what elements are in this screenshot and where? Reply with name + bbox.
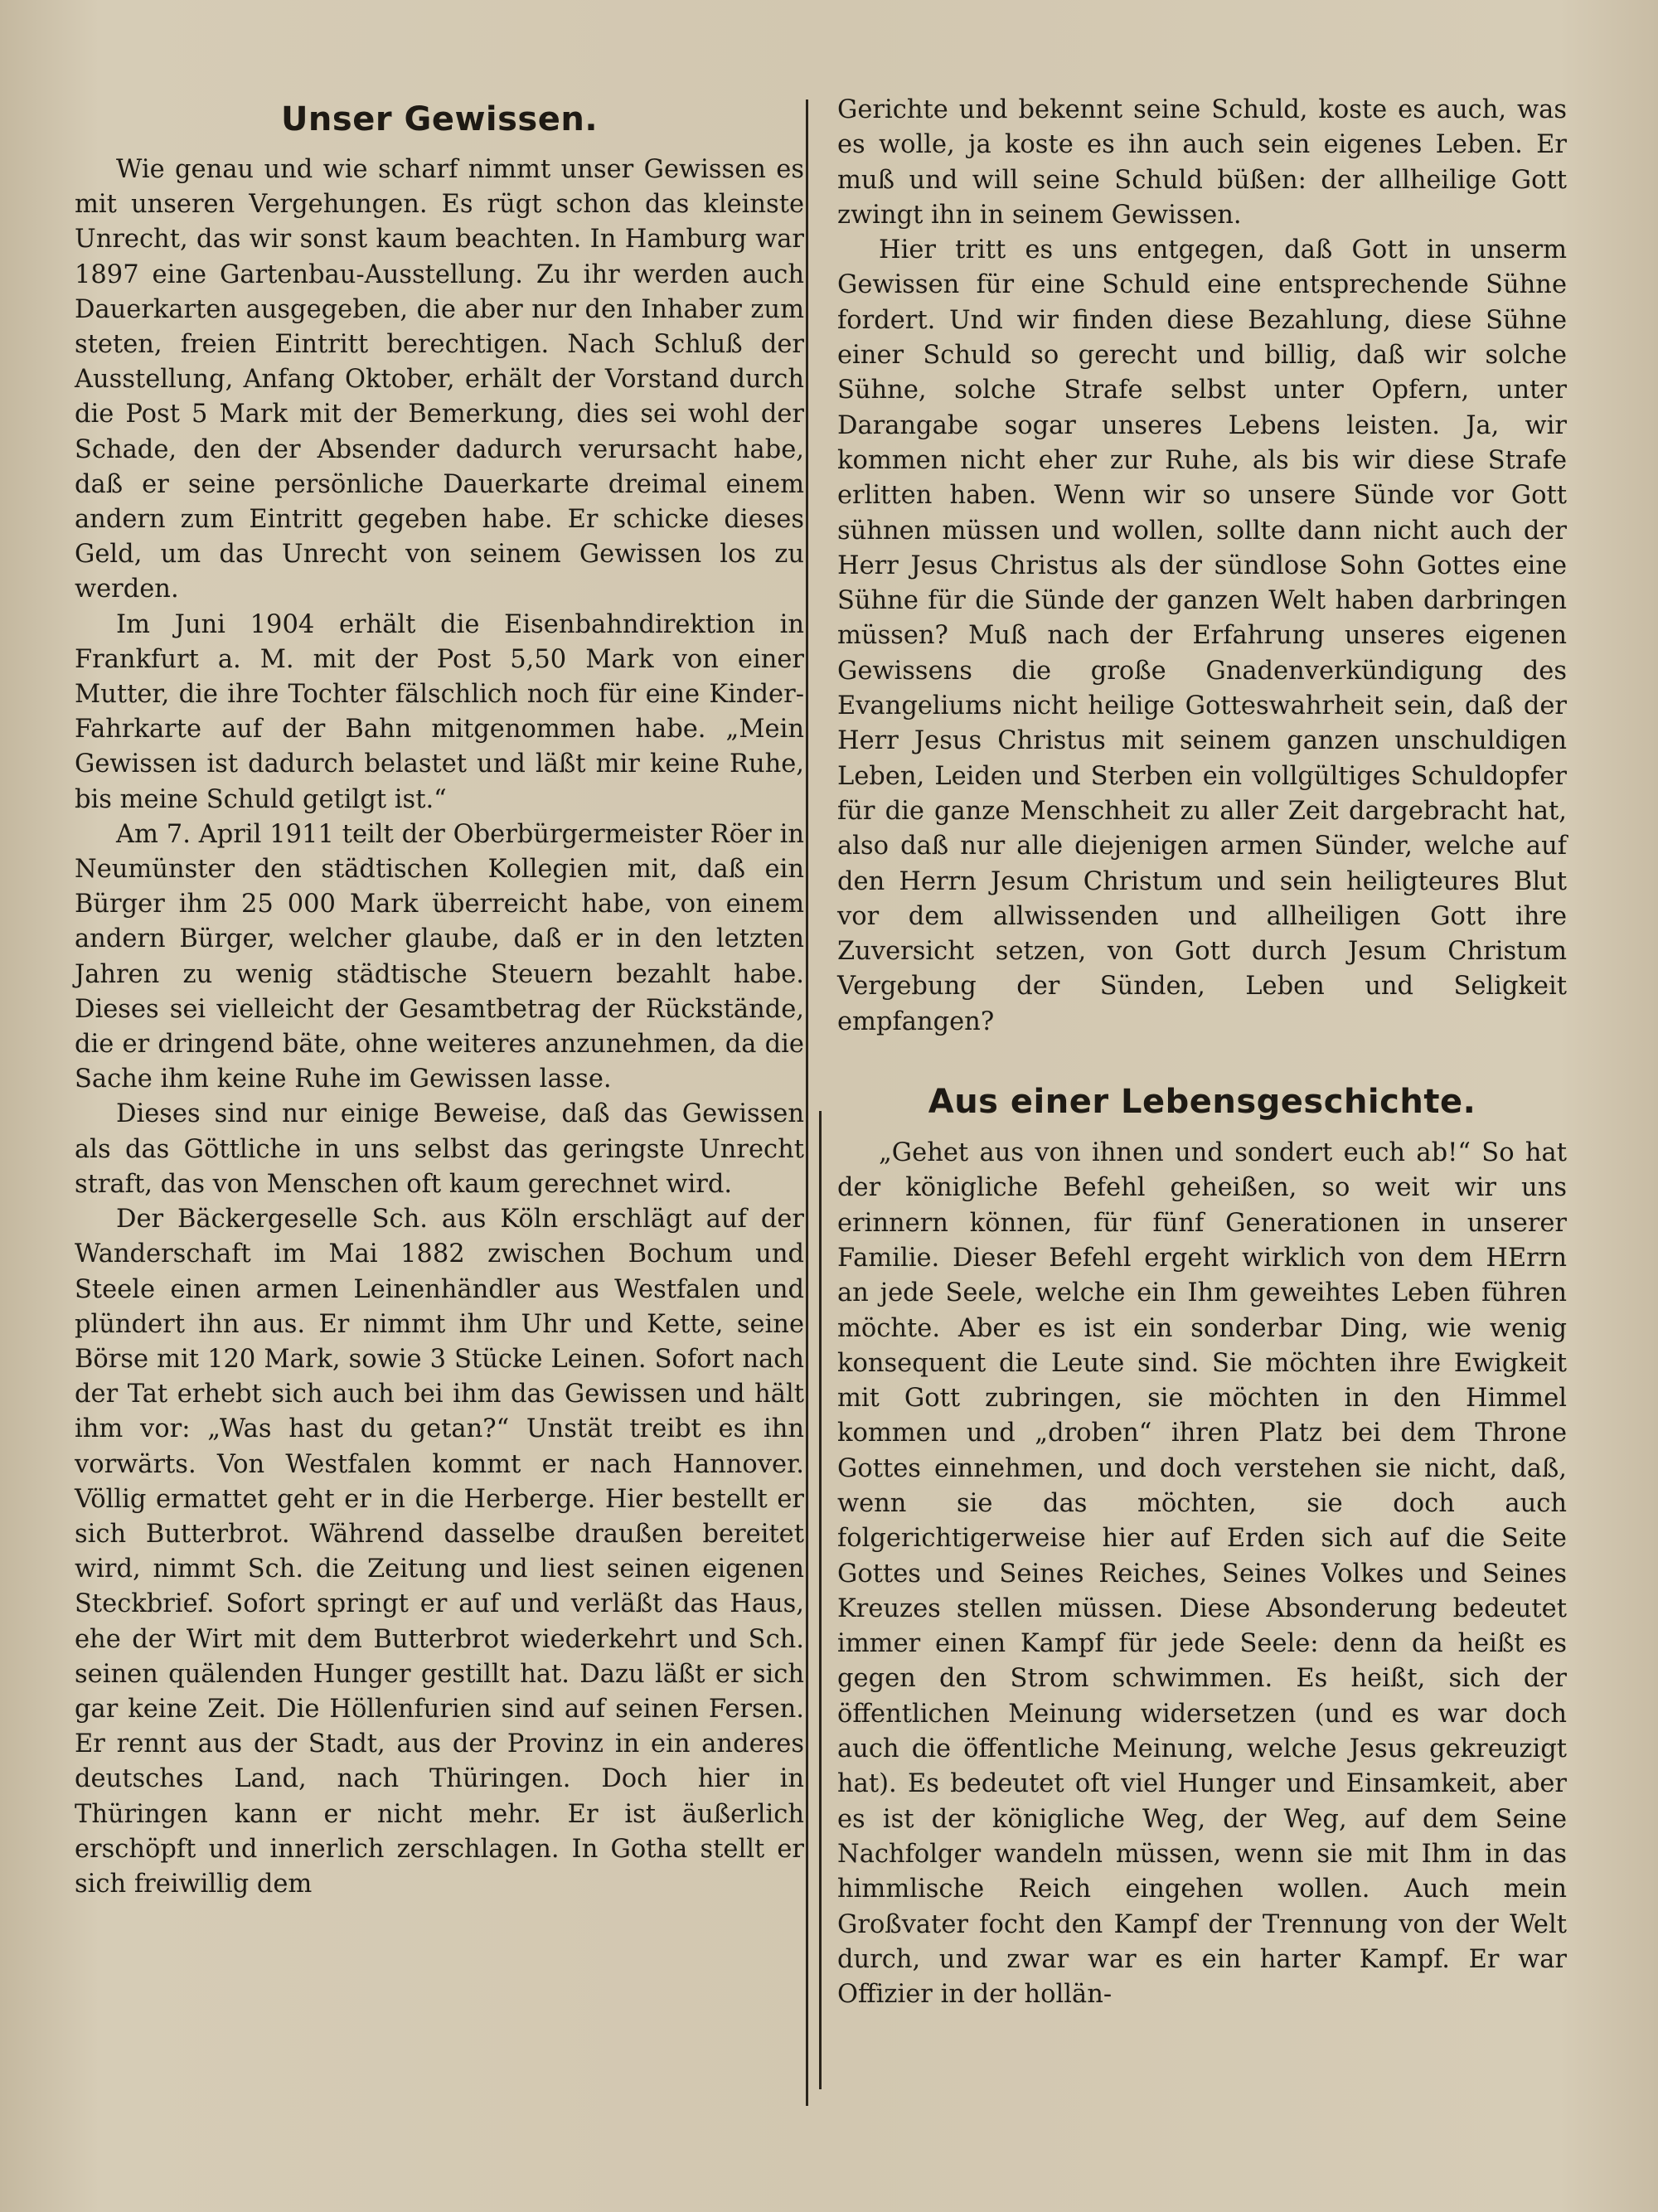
article-paragraph: Hier tritt es uns entgegen, daß Gott in unserm Gewissen für eine Schuld eine entsprechende Sühne fordert. Und wir finden diese Bezahlung, diese Sühne einer Schuld so gerecht und billig, daß wir solche Sühne, solche Strafe selbst unter Opfern, unter Darangabe sogar unseres Lebens leisten. Ja, wir kommen nicht eher zur Ruhe, als bis wir diese Strafe erlitten haben. Wenn wir so unsere Sünde vor Gott sühnen müssen und wollen, sollte dann nicht auch der Herr Jesus Christus als der sündlose Sohn Gottes eine Sühne für die Sünde der ganzen Welt haben darbringen müssen? Muß nach der Erfahrung unseres eigenen Gewissens die große Gnadenverkündigung des Evangeliums nicht heilige Gotteswahrheit sein, daß der Herr Jesus Christus mit seinem ganzen unschuldigen Leben, Leiden und Sterben ein vollgültiges Schuldopfer für die ganze Menschheit zu aller Zeit dargebracht hat, also daß nur alle diejenigen armen Sünder, welche auf den Herrn Jesum Christum und sein heiligteures Blut vor dem allwissenden und allheiligen Gott ihre Zuversicht setzen, von Gott durch Jesum Christum Vergebung der Sünden, Leben und Seligkeit empfangen? (837, 235, 1567, 1036)
article-title-lebensgeschichte: Aus einer Lebensgeschichte. (928, 1083, 1476, 1122)
article-paragraph: Am 7. April 1911 teilt der Oberbürgermeister Röer in Neumünster den städtischen Kollegien mit, daß ein Bürger ihm 25 000 Mark überreicht habe, von einem andern Bürger, welcher glaube, daß er in den letzten Jahren zu wenig städtische Steuern bezahlt habe. Dieses sei vielleicht der Gesamtbetrag der Rückstände, die er dringend bäte, ohne weiteres anzunehmen, da die Sache ihm keine Ruhe im Gewissen lasse. (75, 819, 804, 1094)
right-column (837, 93, 1567, 2012)
article-paragraph: Wie genau und wie scharf nimmt unser Gewissen es mit unseren Vergehungen. Es rügt schon das kleinste Unrecht, das wir sonst kaum beachten. In Hamburg war 1897 eine Gartenbau-Ausstellung. Zu ihr werden auch Dauerkarten ausgegeben, die aber nur den Inhaber zum steten, freien Eintritt berechtigen. Nach Schluß der Ausstellung, Anfang Oktober, erhält der Vorstand durch die Post 5 Mark mit der Bemerkung, dies sei wohl der Schade, den der Absender dadurch verursacht habe, daß er seine persönliche Dauerkarte dreimal einem andern zum Eintritt gegeben habe. Er schicke dieses Geld, um das Unrecht von seinem Gewissen los zu werden. (75, 155, 804, 604)
left-column (75, 90, 804, 1902)
article-paragraph: Im Juni 1904 erhält die Eisenbahndirektion in Frankfurt a. M. mit der Post 5,50 Mark von einer Mutter, die ihre Tochter fälschlich noch für eine Kinder-Fahrkarte auf der Bahn mitgenommen habe. „Mein Gewissen ist dadurch belastet und läßt mir keine Ruhe, bis meine Schuld getilgt ist.“ (75, 609, 804, 814)
article-title-unser-gewissen: Unser Gewissen. (280, 100, 599, 138)
column-divider-lower (819, 1111, 822, 2089)
article-paragraph: „Gehet aus von ihnen und sondert euch ab!“ So hat der königliche Befehl geheißen, so weit wir uns erinnern können, für fünf Generationen in unserer Familie. Dieser Befehl ergeht wirklich von dem HErrn an jede Seele, welche ein Ihm geweihtes Leben führen möchte. Aber es ist ein sonderbar Ding, wie wenig konsequent die Leute sind. Sie möchten ihre Ewigkeit mit Gott zubringen, sie möchten in den Himmel kommen und „droben“ ihren Platz bei dem Throne Gottes einnehmen, und doch verstehen sie nicht, daß, wenn sie das möchten, sie doch auch folgerichtigerweise hier auf Erden sich auf die Seite Gottes und Seines Reiches, Seines Volkes und Seines Kreuzes stellen müssen. Diese Absonderung bedeutet immer einen Kampf für jede Seele: denn da heißt es gegen den Strom schwimmen. Es heißt, sich der öffentlichen Meinung widersetzen (und es war doch auch die öffentliche Meinung, welche Jesus gekreuzigt hat). Es bedeutet oft viel Hunger und Einsamkeit, aber es ist der königliche Weg, der Weg, auf dem Seine Nachfolger wandeln müssen, wenn sie mit Ihm in das himmlische Reich eingehen wollen. Auch mein Großvater focht den Kampf der Trennung von der Welt durch, und zwar war es ein harter Kampf. Er war Offizier in der hollän- (837, 1138, 1567, 2010)
article-paragraph: Der Bäckergeselle Sch. aus Köln erschlägt auf der Wanderschaft im Mai 1882 zwischen Bochum und Steele einen armen Leinenhändler aus Westfalen und plündert ihn aus. Er nimmt ihm Uhr und Kette, seine Börse mit 120 Mark, sowie 3 Stücke Leinen. Sofort nach der Tat erhebt sich auch bei ihm das Gewissen und hält ihm vor: „Was hast du getan?“ Unstät treibt es ihn vorwärts. Von Westfalen kommt er nach Hannover. Völlig ermattet geht er in die Herberge. Hier bestellt er sich Butterbrot. Während dasselbe draußen bereitet wird, nimmt Sch. die Zeitung und liest seinen eigenen Steckbrief. Sofort springt er auf und verläßt das Haus, ehe der Wirt mit dem Butterbrot wiederkehrt und Sch. seinen quälenden Hunger gestillt hat. Dazu läßt er sich gar keine Zeit. Die Höllenfurien sind auf seinen Fersen. Er rennt aus der Stadt, aus der Provinz in ein anderes deutsches Land, nach Thüringen. Doch hier in Thüringen kann er nicht mehr. Er ist äußerlich erschöpft und innerlich zerschlagen. In Gotha stellt er sich freiwillig dem (75, 1205, 804, 1899)
article-paragraph: Dieses sind nur einige Beweise, daß das Gewissen als das Göttliche in uns selbst das geringste Unrecht straft, das von Menschen oft kaum gerechnet wird. (75, 1099, 804, 1199)
column-divider (806, 99, 808, 2106)
article-paragraph-continued: Gerichte und bekennt seine Schuld, koste es auch, was es wolle, ja koste es ihn auch sein eigenes Leben. Er muß und will seine Schuld büßen: der allheilige Gott zwingt ihn in seinem Gewissen. (837, 95, 1567, 230)
